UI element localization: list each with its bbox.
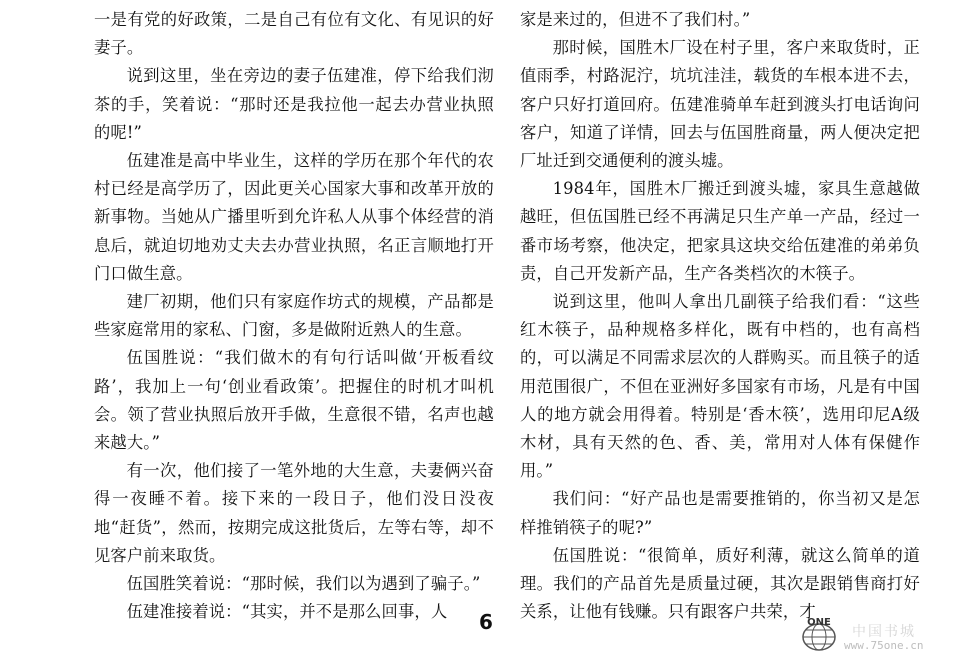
watermark-site-name: 中国书城 — [852, 624, 916, 640]
paragraph: 那时候，国胜木厂设在村子里，客户来取货时，正值雨季，村路泥泞，坑坑洼洼，载货的车根本进不去，客户只好打道回府。伍建准骑单车赶到渡头打电话询问客户，知道了详情，回去与伍国胜商量，两人便决定把厂址迁到交通便利的渡头墟。 — [520, 38, 920, 171]
paragraph: 伍建准接着说：“其实，并不是那么回事，人 — [126, 602, 448, 622]
watermark — [790, 615, 965, 655]
right-column — [520, 6, 920, 626]
globe-logo-icon — [790, 615, 848, 653]
paragraph: 一是有党的好政策，二是自己有位有文化、有见识的好妻子。 — [94, 10, 494, 58]
watermark-url: www.75one.cn — [844, 639, 924, 652]
left-column — [94, 6, 494, 626]
paragraph: 1984年，国胜木厂搬迁到渡头墟，家具生意越做越旺，但伍国胜已经不再满足只生产单一产品，经过一番市场考察，他决定，把家具这块交给伍建准的弟弟负责，自己开发新产品，生产各类档次的木筷子。 — [520, 179, 920, 283]
page-number: 6 — [479, 610, 493, 634]
paragraph: 伍国胜说：“很简单，质好利薄，就这么简单的道理。我们的产品首先是质量过硬，其次是跟销售商打好关系，让他有钱赚。只有跟客户共荣，才 — [520, 545, 920, 622]
paragraph: 家是来过的，但进不了我们村。” — [520, 10, 751, 29]
paragraph: 建厂初期，他们只有家庭作坊式的规模，产品都是些家庭常用的家私、门窗，多是做附近熟人的生意。 — [94, 292, 494, 340]
paragraph: 伍建准是高中毕业生，这样的学历在那个年代的农村已经是高学历了，因此更关心国家大事和改革开放的新事物。当她从广播里听到允许私人从事个体经营的消息后，就迫切地劝丈夫去办营业执照，名正言顺地打开门口做生意。 — [94, 151, 494, 283]
paragraph: 有一次，他们接了一笔外地的大生意，夫妻俩兴奋得一夜睡不着。接下来的一段日子，他们没日没夜地“赶货”，然而，按期完成这批货后，左等右等，却不见客户前来取货。 — [94, 461, 494, 565]
paragraph: 说到这里，坐在旁边的妻子伍建准，停下给我们沏茶的手，笑着说：“那时还是我拉他一起去办营业执照的呢!” — [94, 66, 494, 142]
paragraph: 伍国胜说：“我们做木的有句行话叫做‘开板看纹路’，我加上一句‘创业看政策’。把握住的时机才叫机会。领了营业执照后放开手做，生意很不错，名声也越来越大。” — [94, 348, 494, 453]
logo-text: ONE — [807, 617, 831, 628]
paragraph: 我们问：“好产品也是需要推销的，你当初又是怎样推销筷子的呢?” — [520, 489, 920, 537]
paragraph: 说到这里，他叫人拿出几副筷子给我们看：“这些红木筷子，品种规格多样化，既有中档的，也有高档的，可以满足不同需求层次的人群购买。而且筷子的适用范围很广，不但在亚洲好多国家有市场，凡是有中国人的地方就会用得着。特别是‘香木筷’，选用印尼A级木材，具有天然的色、香、美，常用对人体有保健作用。” — [520, 292, 920, 481]
paragraph: 伍国胜笑着说：“那时候，我们以为遇到了骗子。” — [126, 574, 481, 594]
